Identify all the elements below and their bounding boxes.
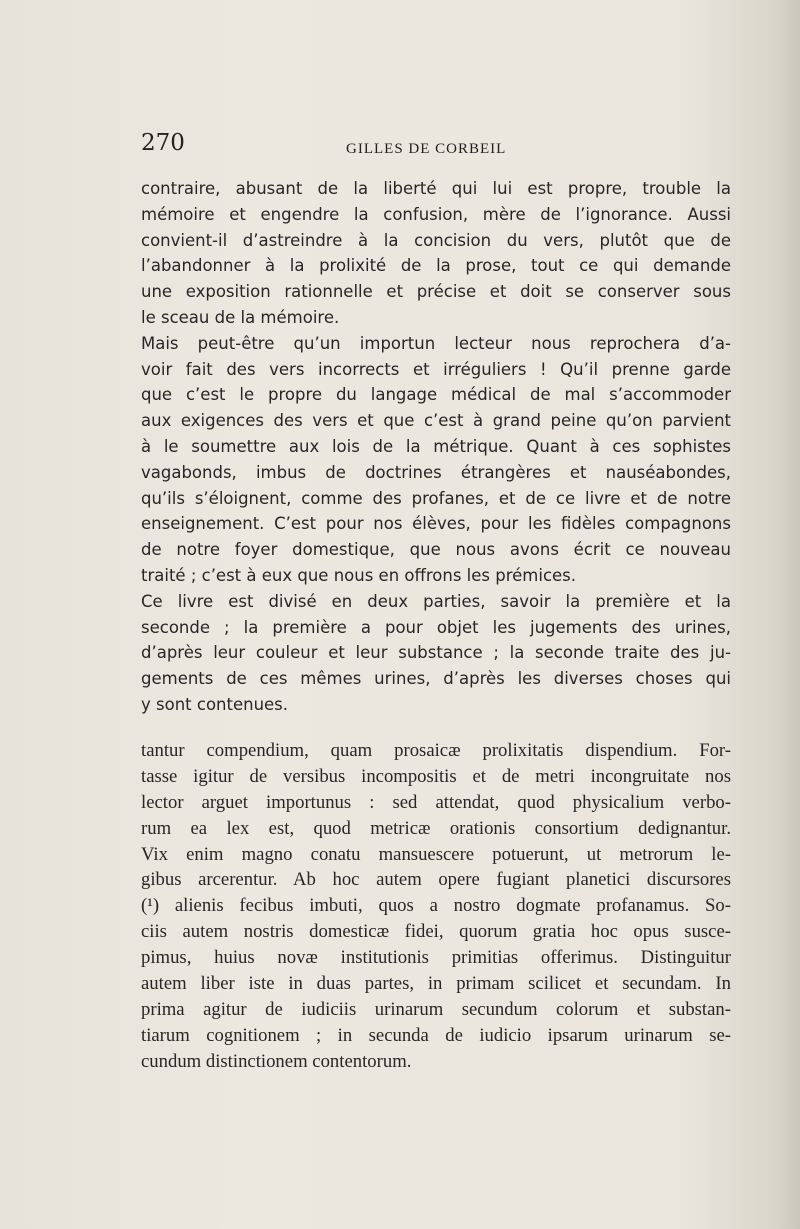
text-line: qu’ils s’éloignent, comme des profanes, et de ce livre et de notre <box>141 488 731 508</box>
text-line: d’après leur couleur et leur substance ; la seconde traite des ju- <box>141 643 731 663</box>
running-title: GILLES DE CORBEIL <box>346 141 507 157</box>
text-line: vagabonds, imbus de doctrines étrangères et nauséabondes, <box>141 462 731 482</box>
text-line: cundum distinctionem contentorum. <box>141 1050 412 1072</box>
text-line: ciis autem nostris domesticæ fidei, quorum gratia hoc opus susce- <box>141 921 731 943</box>
french-translation-text <box>141 176 731 718</box>
latin-original-text <box>141 738 731 1075</box>
text-line: pimus, huius novæ institutionis primitias offerimus. Distinguitur <box>141 947 731 969</box>
text-line: Mais peut-être qu’un importun lecteur nous reprochera d’a- <box>141 333 731 353</box>
text-line: lector arguet importunus : sed attendat, quod physicalium verbo- <box>141 791 731 813</box>
page-number: 270 <box>141 130 185 156</box>
text-line: à le soumettre aux lois de la métrique. Quant à ces sophistes <box>141 436 731 456</box>
text-line: Ce livre est divisé en deux parties, savoir la première et la <box>141 591 731 611</box>
text-line: autem liber iste in duas partes, in primam scilicet et secundam. In <box>141 973 731 995</box>
text-line: tiarum cognitionem ; in secunda de iudicio ipsarum urinarum se- <box>141 1024 731 1046</box>
text-line: Vix enim magno conatu mansuescere potuerunt, ut metrorum le- <box>141 843 731 865</box>
text-line: que c’est le propre du langage médical de mal s’accommoder <box>141 385 731 405</box>
text-line: aux exigences des vers et que c’est à grand peine qu’on parvient <box>141 411 731 431</box>
text-line: gements de ces mêmes urines, d’après les diverses choses qui <box>141 669 731 689</box>
page-header <box>141 130 731 160</box>
text-line: seconde ; la première a pour objet les jugements des urines, <box>141 617 731 637</box>
text-line: y sont contenues. <box>141 694 289 714</box>
text-line: de notre foyer domestique, que nous avons écrit ce nouveau <box>141 540 731 560</box>
text-line: (¹) alienis fecibus imbuti, quos a nostro dogmate profanamus. So- <box>141 895 731 917</box>
text-line: tantur compendium, quam prosaicæ prolixitatis dispendium. For- <box>141 740 731 761</box>
text-line: prima agitur de iudiciis urinarum secundum colorum et substan- <box>141 998 731 1020</box>
text-line: mémoire et engendre la confusion, mère de l’ignorance. Aussi <box>141 204 731 224</box>
text-line: l’abandonner à la prolixité de la prose, tout ce qui demande <box>141 256 731 276</box>
text-line: le sceau de la mémoire. <box>141 307 340 327</box>
text-line: enseignement. C’est pour nos élèves, pour les fidèles compagnons <box>141 514 731 534</box>
text-line: traité ; c’est à eux que nous en offrons les prémices. <box>141 565 577 585</box>
text-line: contraire, abusant de la liberté qui lui est propre, trouble la <box>141 179 731 198</box>
text-line: rum ea lex est, quod metricæ orationis consortium dedignantur. <box>141 817 731 839</box>
text-line: tasse igitur de versibus incompositis et de metri incongruitate nos <box>141 765 731 787</box>
text-line: gibus arcerentur. Ab hoc autem opere fugiant planetici discursores <box>141 869 731 891</box>
text-line: convient-il d’astreindre à la concision du vers, plutôt que de <box>141 230 731 250</box>
text-line: une exposition rationnelle et précise et doit se conserver sous <box>141 282 731 302</box>
text-line: voir fait des vers incorrects et irréguliers ! Qu’il prenne garde <box>141 359 731 379</box>
